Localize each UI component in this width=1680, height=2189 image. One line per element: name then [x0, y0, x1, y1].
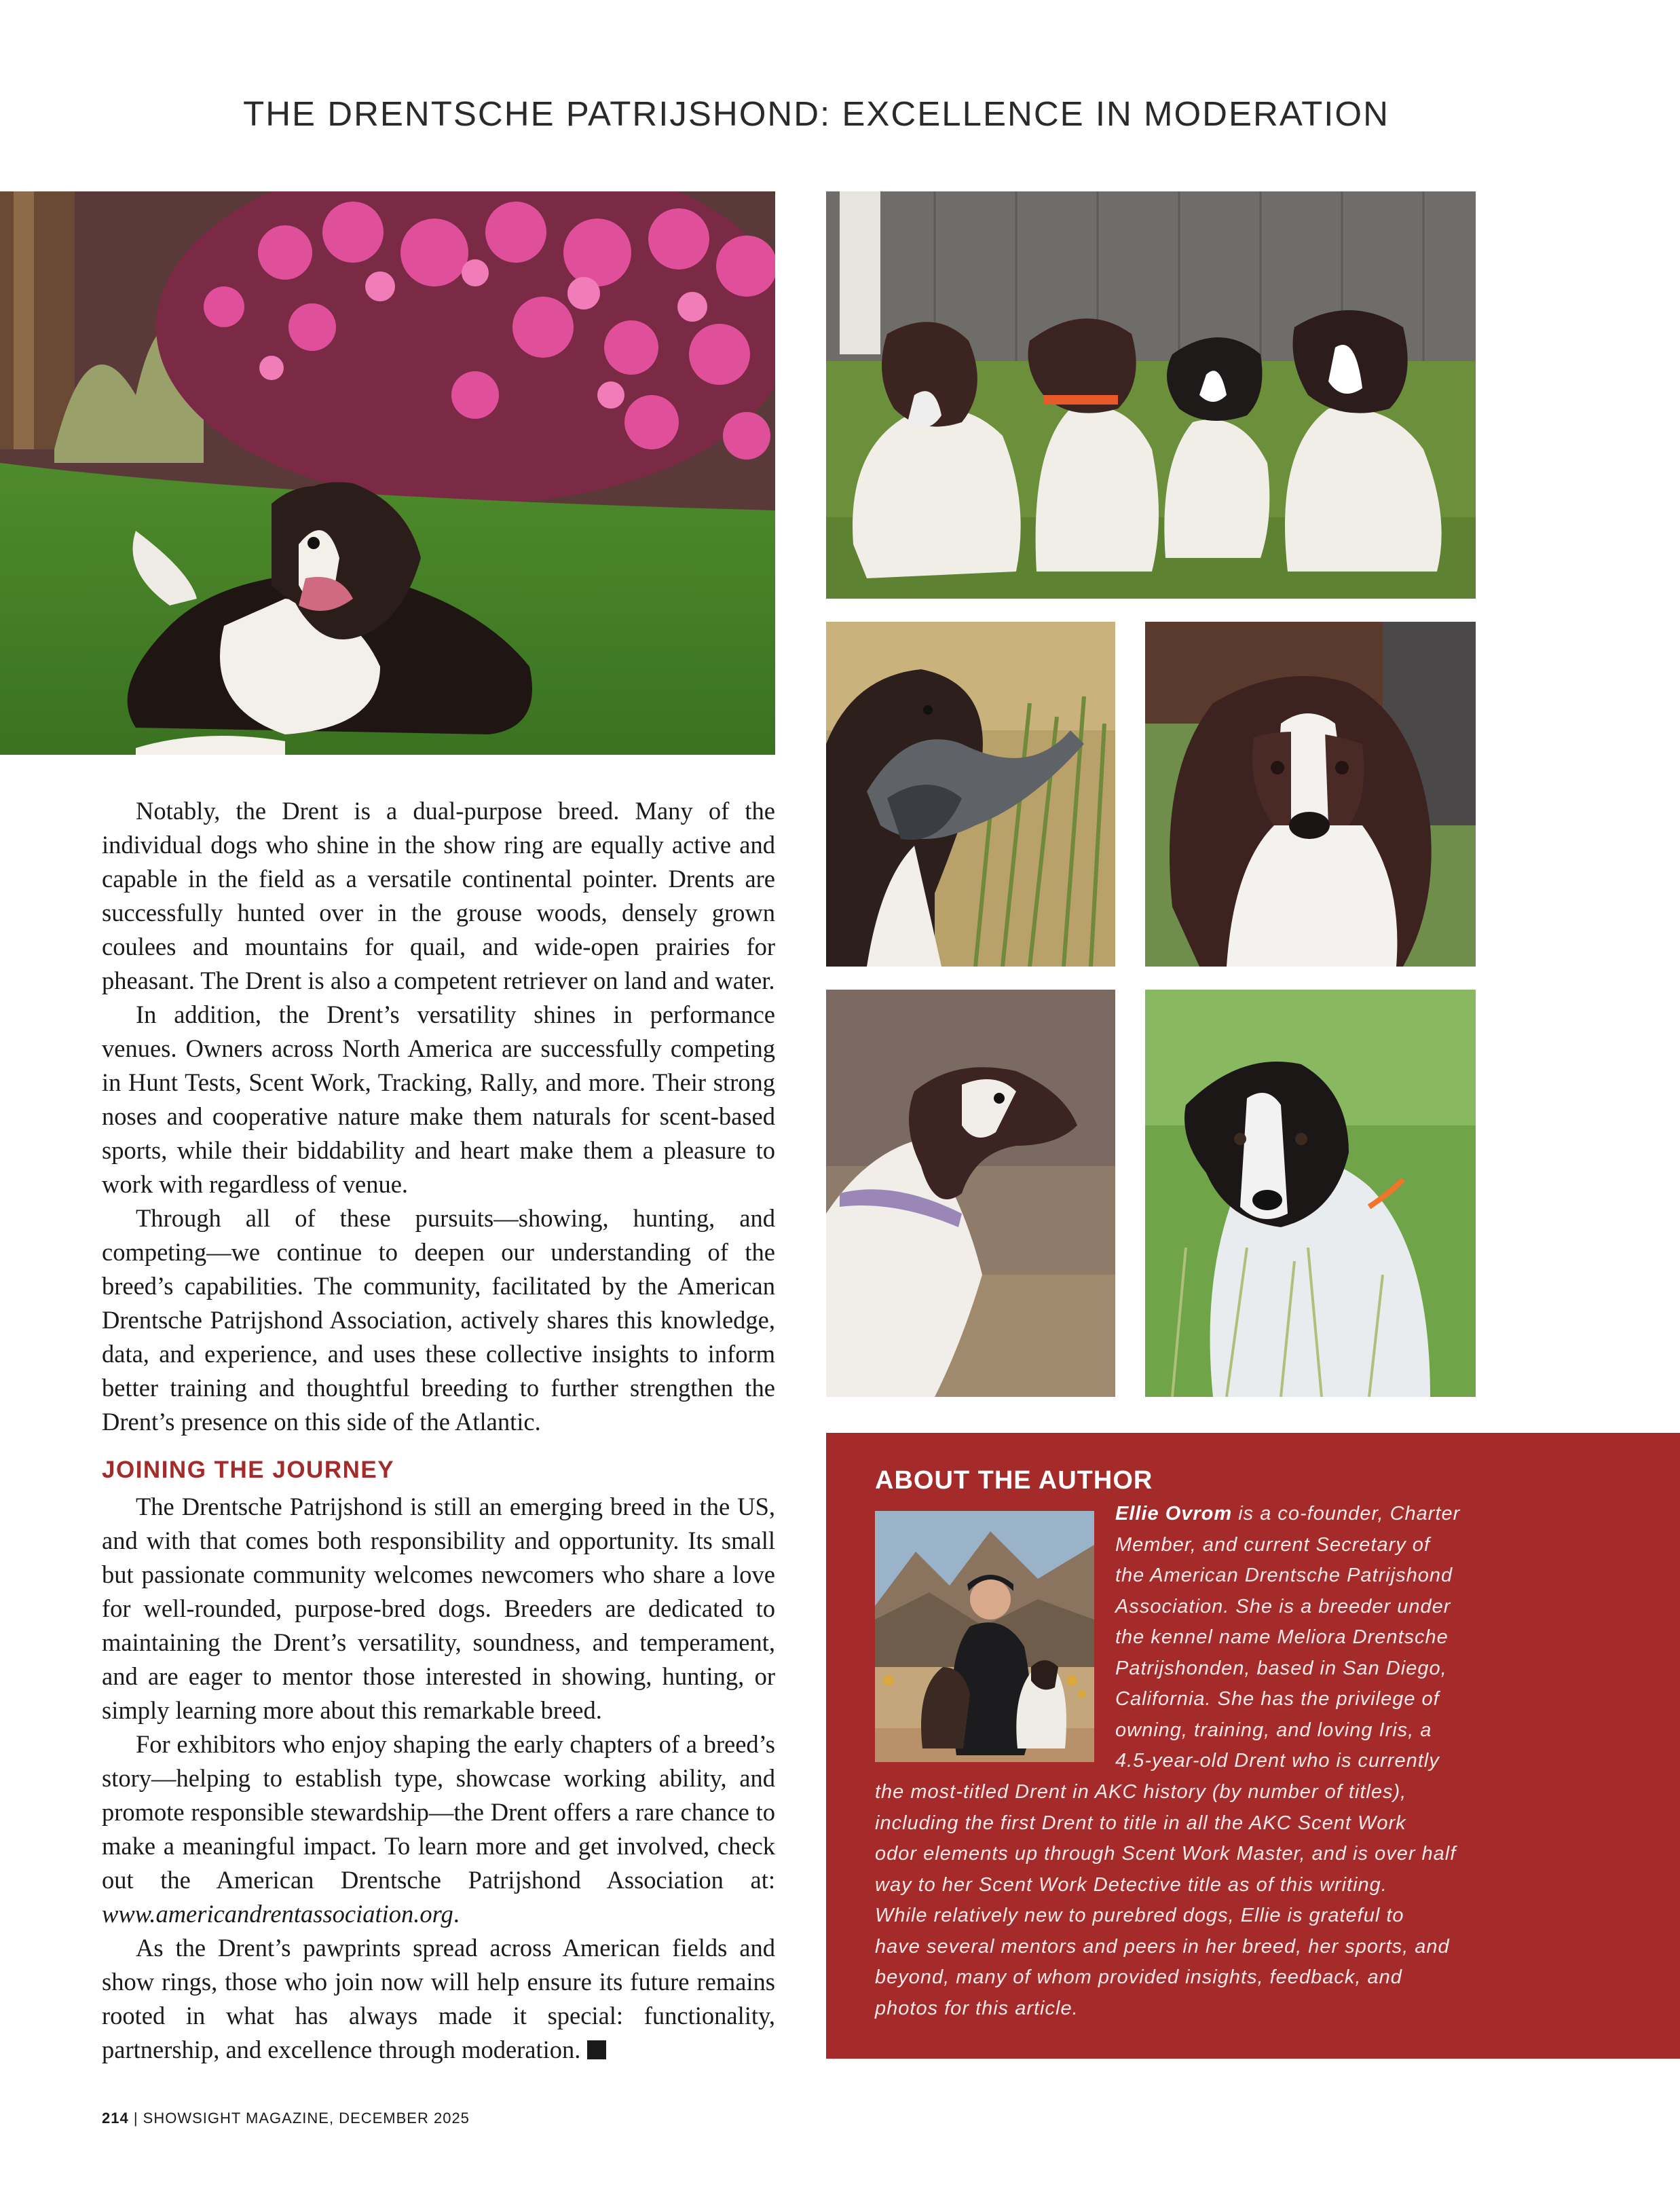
page-footer	[102, 2110, 470, 2127]
author-bio-line: the American Drentsche Patrijshond	[1115, 1565, 1453, 1586]
article-paragraph: Notably, the Drent is a dual-purpose breed. Many of the individual dogs who shine in the show ring are equally active and capable in the field as a versatile continental pointer. Drents are successfully hunted over in the grouse woods, densely grown coulees and mountains for quail, and wide-open prairies for pheasant. The Drent is also a competent retriever on land and water.	[102, 797, 775, 994]
article-paragraph	[102, 1931, 775, 2067]
photo-dog-portrait	[1145, 622, 1476, 967]
section-heading: JOINING THE JOURNEY	[102, 1457, 395, 1483]
author-name: Ellie Ovrom	[1115, 1503, 1233, 1524]
author-bio-text: is a co-founder, Charter	[1232, 1503, 1461, 1524]
photo-author-with-dogs	[875, 1511, 1094, 1762]
article-paragraph	[102, 1727, 775, 1931]
author-bio-line: have several mentors and peers in her breed, her sports, and	[875, 1935, 1450, 1958]
author-bio-line: Association. She is a breeder under	[1115, 1595, 1451, 1617]
author-bio-line: way to her Scent Work Detective title as of this writing.	[875, 1873, 1387, 1896]
author-bio-beside-photo	[1115, 1499, 1460, 1777]
about-author-heading: ABOUT THE AUTHOR	[875, 1466, 1153, 1495]
article-paragraph: Through all of these pursuits—showing, hunting, and competing—we continue to deepen our understanding of the breed’s capabilities. The community, facilitated by the American Drentsche Patrijshond Association, actively shares this knowledge, data, and experience, and uses these collective insights to inform better training and thoughtful breeding to further strengthen the Drent’s presence on this side of the Atlantic.	[102, 1204, 775, 1436]
publication-name: SHOWSIGHT MAGAZINE, DECEMBER 2025	[143, 2110, 470, 2127]
author-bio-line: Member, and current Secretary of	[1115, 1533, 1430, 1556]
author-bio-line: Patrijshonden, based in San Diego,	[1115, 1657, 1447, 1679]
association-link[interactable]: www.americandrentassociation.org	[102, 1900, 453, 1928]
author-bio-line	[1115, 1499, 1460, 1530]
photo-dog-on-lawn	[0, 191, 775, 755]
photo-four-dogs	[826, 191, 1476, 599]
photo-dog-profile	[826, 990, 1115, 1397]
author-bio-line: including the first Drent to title in all the AKC Scent Work	[875, 1812, 1406, 1834]
author-bio-line: odor elements up through Scent Work Master, and is over half	[875, 1843, 1457, 1865]
author-bio-line: beyond, many of whom provided insights, feedback, and	[875, 1966, 1402, 1988]
paragraph-text-end: .	[453, 1900, 460, 1928]
article-paragraph: The Drentsche Patrijshond is still an emerging breed in the US, and with that comes both responsibility and opportunity. Its small but passionate community welcomes newcomers who share a love for well-rounded, purpose-bred dogs. Breeders are dedicated to maintaining the Drent’s versatility, soundness, and temperament, and are eager to mentor those interested in showing, hunting, or simply learning more about this remarkable breed.	[102, 1493, 775, 1724]
page-header-title: THE DRENTSCHE PATRIJSHOND: EXCELLENCE IN MODERATION	[243, 94, 1389, 133]
footer-separator: |	[128, 2110, 143, 2127]
author-bio-line: the kennel name Meliora Drentsche	[1115, 1626, 1449, 1648]
article-column-upper	[102, 794, 775, 1439]
author-bio-line: owning, training, and loving Iris, a	[1115, 1719, 1432, 1741]
author-bio-full-width	[875, 1777, 1456, 2024]
author-bio-line: 4.5-year-old Drent who is currently	[1115, 1750, 1440, 1772]
photo-dog-retrieving-bird	[826, 622, 1115, 967]
article-column-lower	[102, 1490, 775, 2067]
article-paragraph: In addition, the Drent’s versatility shines in performance venues. Owners across North America are successfully competing in Hunt Tests, Scent Work, Tracking, Rally, and more. Their strong noses and cooperative nature make them naturals for scent-based sports, while their biddability and heart make them a pleasure to work with regardless of venue.	[102, 1000, 775, 1198]
author-bio-line: photos for this article.	[875, 1997, 1079, 2019]
page-number: 214	[102, 2110, 129, 2127]
photo-dog-in-field	[1145, 990, 1476, 1397]
paragraph-text: For exhibitors who enjoy shaping the early chapters of a breed’s story—helping to establish type, showcase working ability, and promote responsible stewardship—the Drent offers a rare chance to make a meaningful impact. To learn more and get involved, check out the American Drentsche Patrijshond Association at:	[102, 1730, 775, 1894]
paragraph-text: As the Drent’s pawprints spread across American fields and show rings, those who join now will help ensure its future remains rooted in what has always made it special: functionality, partnership, and excellence through moderation.	[102, 1934, 775, 2063]
author-bio-line: While relatively new to purebred dogs, Ellie is grateful to	[875, 1905, 1404, 1926]
end-mark-square-icon	[587, 2040, 606, 2059]
author-bio-line: California. She has the privilege of	[1115, 1688, 1440, 1710]
author-bio-line: the most-titled Drent in AKC history (by number of titles),	[875, 1781, 1407, 1803]
